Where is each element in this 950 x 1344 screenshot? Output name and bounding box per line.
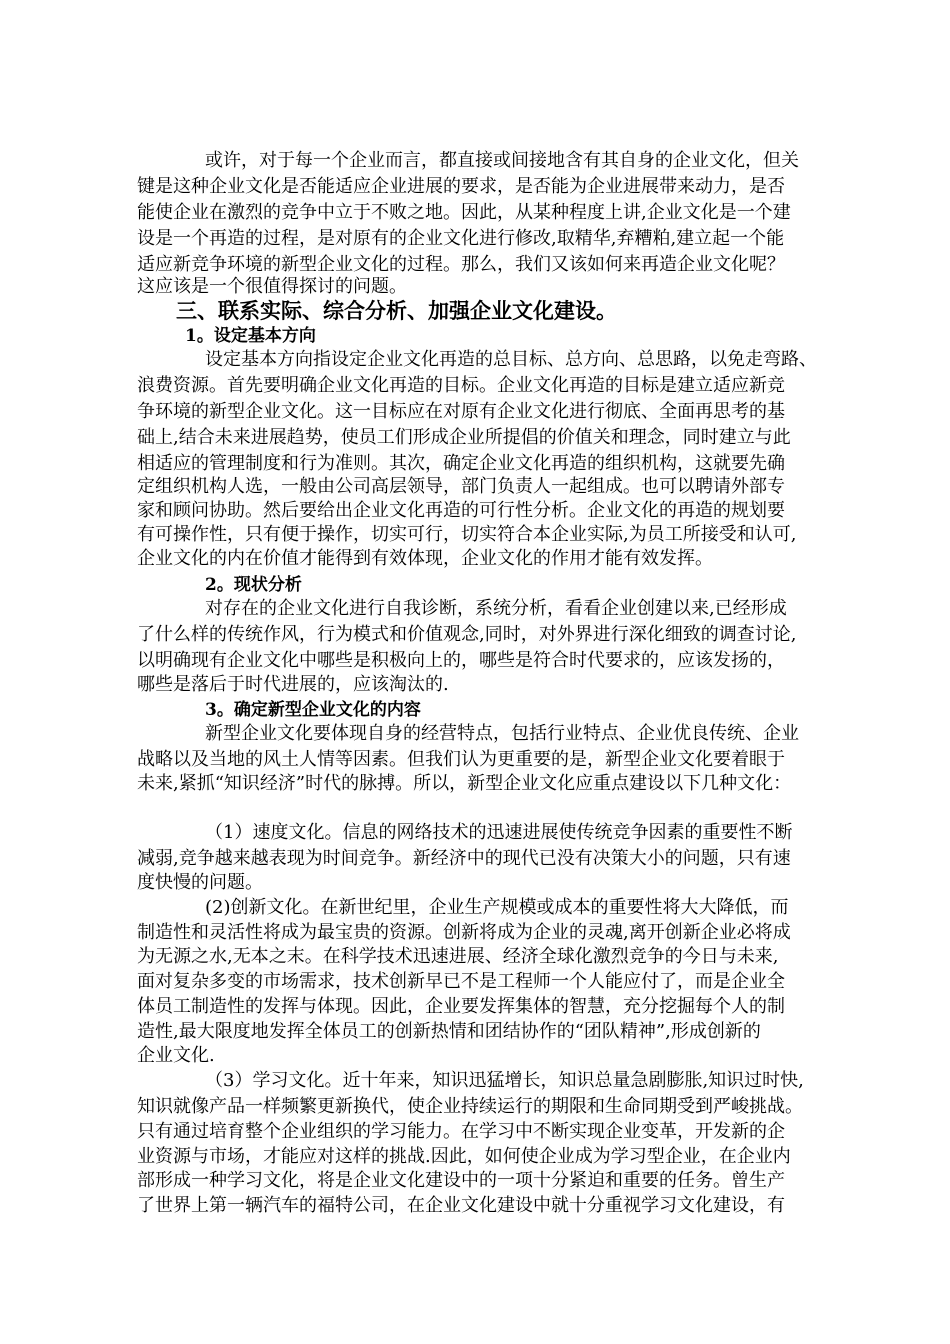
text-line: 度快慢的问题。 <box>137 872 263 893</box>
text-line: 键是这种企业文化是否能适应企业进展的要求，是否能为企业进展带来动力，是否 <box>137 176 785 197</box>
text-line: 未来,紧抓“知识经济”时代的脉搏。所以，新型企业文化应重点建设以下几种文化： <box>137 773 792 794</box>
subsection-heading: 3。确定新型企业文化的内容 <box>205 700 421 720</box>
text-line: 制造性和灵活性将成为最宝贵的资源。创新将成为企业的灵魂,离开创新企业必将成 <box>137 922 791 943</box>
text-line: (2)创新文化。在新世纪里，企业生产规模或成本的重要性将大大降低，而 <box>205 897 789 918</box>
text-line: 设是一个再造的过程，是对原有的企业文化进行修改,取精华,弃糟粕,建立起一个能 <box>137 228 785 249</box>
text-line: （3）学习文化。近十年来，知识迅猛增长，知识总量急剧膨胀,知识过时快, <box>205 1070 804 1091</box>
text-line: 以明确现有企业文化中哪些是积极向上的，哪些是符合时代要求的，应该发扬的， <box>137 650 785 671</box>
text-line: 家和顾问协助。然后要给出企业文化再造的可行性分析。企业文化的再造的规划要 <box>137 500 785 521</box>
text-line: 有可操作性，只有便于操作，切实可行，切实符合本企业实际,为员工所接受和认可, <box>137 524 797 545</box>
section-heading: 三、联系实际、综合分析、加强企业文化建设。 <box>176 298 617 323</box>
text-line: 或许，对于每一个企业而言，都直接或间接地含有其自身的企业文化，但关 <box>205 150 799 171</box>
text-line: 设定基本方向指设定企业文化再造的总目标、总方向、总思路，以免走弯路、 <box>205 349 817 370</box>
text-line: 面对复杂多变的市场需求，技术创新早已不是工程师一个人能应付了，而是企业全 <box>137 971 785 992</box>
text-line: 新型企业文化要体现自身的经营特点，包括行业特点、企业优良传统、企业 <box>205 723 799 744</box>
text-line: 定组织机构人选，一般由公司高层领导，部门负责人一起组成。也可以聘请外部专 <box>137 476 785 497</box>
text-line: 相适应的管理制度和行为准则。其次，确定企业文化再造的组织机构，这就要先确 <box>137 453 785 474</box>
text-line: 能使企业在激烈的竞争中立于不败之地。因此，从某种程度上讲,企业文化是一个建 <box>137 202 791 223</box>
text-line: 只有通过培育整个企业组织的学习能力。在学习中不断实现企业变革，开发新的企 <box>137 1121 785 1142</box>
text-line: （1）速度文化。信息的网络技术的迅速进展使传统竞争因素的重要性不断 <box>205 822 793 843</box>
text-line: 战略以及当地的风土人情等因素。但我们认为更重要的是，新型企业文化要着眼于 <box>137 749 785 770</box>
subsection-heading: 2。现状分析 <box>205 575 302 595</box>
text-line: 这应该是一个很值得探讨的问题。 <box>137 276 407 297</box>
text-line: 争环境的新型企业文化。这一目标应在对原有企业文化进行彻底、全面再思考的基 <box>137 401 785 422</box>
subsection-heading: 1。设定基本方向 <box>185 326 316 346</box>
text-line: 适应新竞争环境的新型企业文化的过程。那么，我们又该如何来再造企业文化呢？ <box>137 254 785 275</box>
text-line: 企业文化的内在价值才能得到有效体现，企业文化的作用才能有效发挥。 <box>137 548 713 569</box>
text-line: 础上,结合未来进展趋势，使员工们形成企业所提倡的价值关和理念，同时建立与此 <box>137 427 791 448</box>
text-line: 哪些是落后于时代进展的，应该淘汰的. <box>137 674 449 695</box>
text-line: 知识就像产品一样频繁更新换代，使企业持续运行的期限和生命同期受到严峻挑战。 <box>137 1096 803 1117</box>
text-line: 对存在的企业文化进行自我诊断，系统分析，看看企业创建以来,已经形成 <box>205 598 787 619</box>
text-line: 造性,最大限度地发挥全体员工的创新热情和团结协作的“团队精神”,形成创新的 <box>137 1021 761 1042</box>
text-line: 了世界上第一辆汽车的福特公司，在企业文化建设中就十分重视学习文化建设，有 <box>137 1195 785 1216</box>
text-line: 业资源与市场，才能应对这样的挑战.因此，如何使企业成为学习型企业，在企业内 <box>137 1146 791 1167</box>
text-line: 体员工制造性的发挥与体现。因此，企业要发挥集体的智慧，充分挖掘每个人的制 <box>137 996 785 1017</box>
text-line: 企业文化. <box>137 1045 215 1066</box>
text-line: 部形成一种学习文化，将是企业文化建设中的一项十分紧迫和重要的任务。曾生产 <box>137 1170 785 1191</box>
text-line: 为无源之水,无本之末。在科学技术迅速进展、经济全球化激烈竞争的今日与未来, <box>137 946 779 967</box>
text-line: 浪费资源。首先要明确企业文化再造的目标。企业文化再造的目标是建立适应新竞 <box>137 375 785 396</box>
text-line: 了什么样的传统作风，行为模式和价值观念,同时，对外界进行深化细致的调查讨论, <box>137 624 797 645</box>
text-line: 减弱,竞争越来越表现为时间竞争。新经济中的现代已没有决策大小的问题，只有速 <box>137 848 791 869</box>
